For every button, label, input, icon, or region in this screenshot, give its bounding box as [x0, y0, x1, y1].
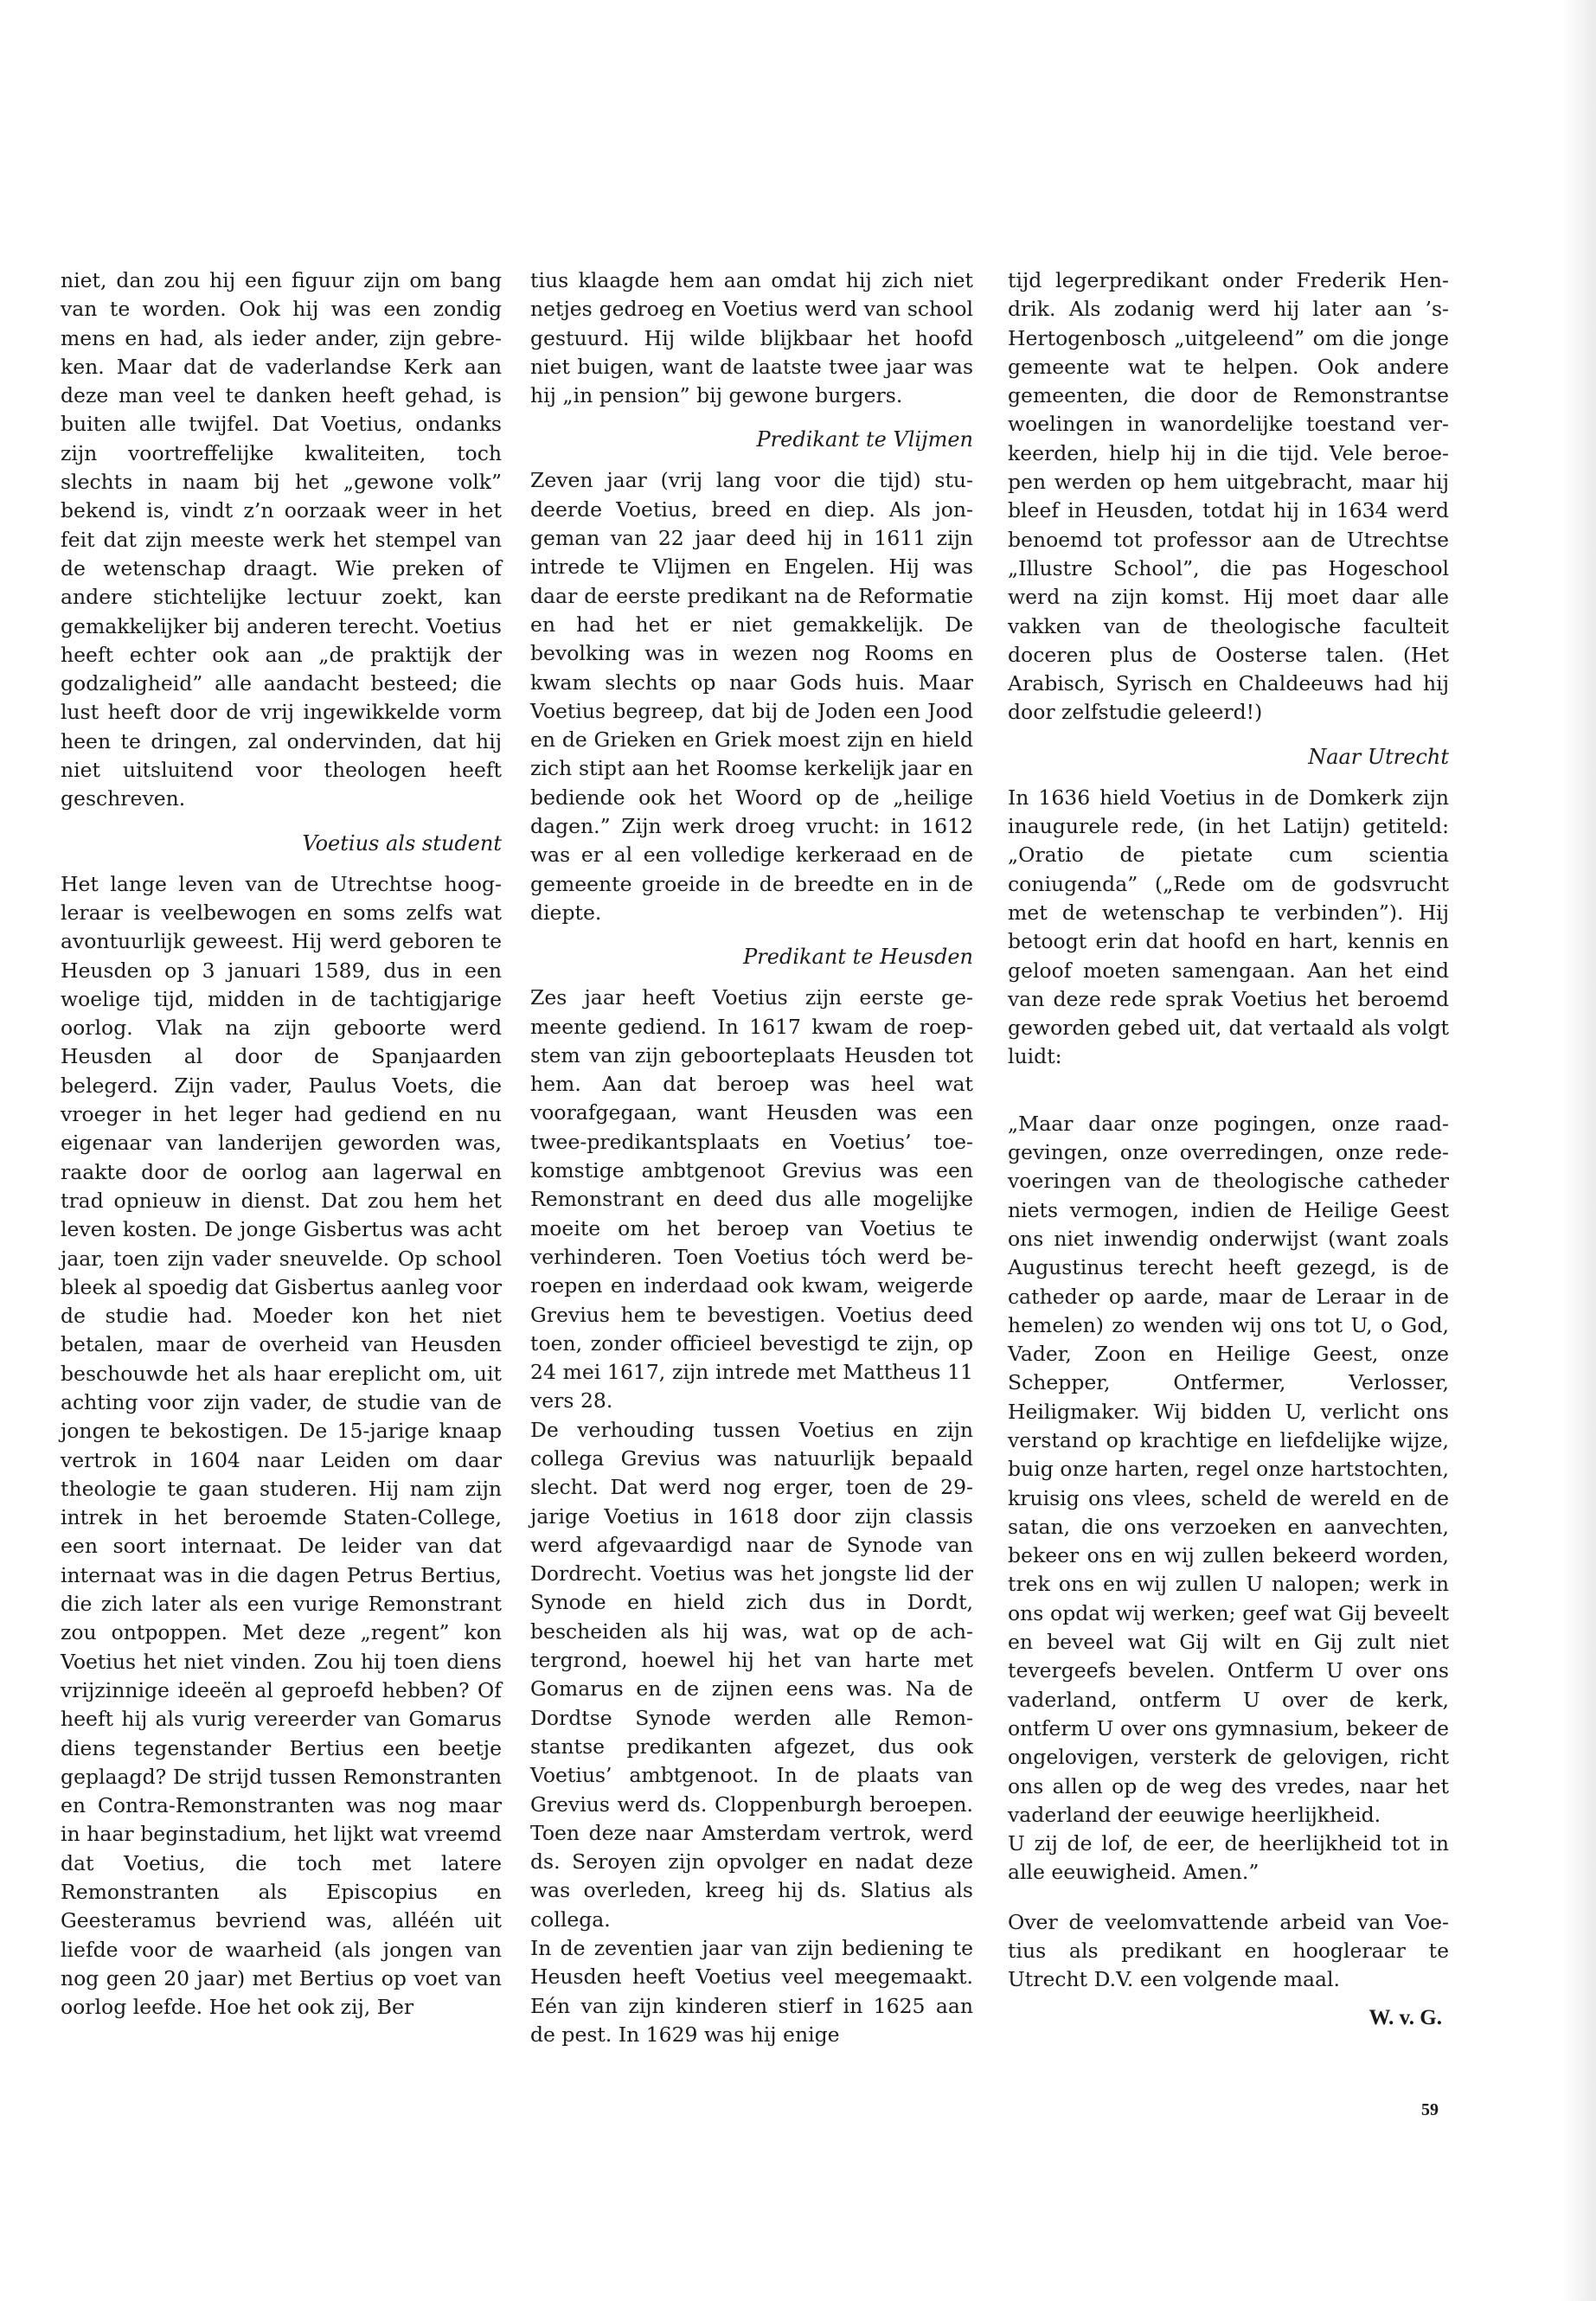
paragraph: tijd legerpredikant onder Frederik Hendrik. Als zodanig werd hij later aan ’s-Hertogenbosch „uitgeleend” om die jonge gemeente wat te helpen. Ook andere gemeenten, die door de Remonstrantse woelingen in wanordelijke toestand verkeerden, hielp hij in die tijd. Vele beroepen werden op hem uitgebracht, maar hij bleef in Heusden, totdat hij in 1634 werd benoemd tot professor aan de Utrechtse „Illustre School”, die pas Hogeschool werd na zijn komst. Hij moet daar alle vakken van de theologische faculteit doceren plus de Oosterse talen. (Het Arabisch, Syrisch en Chaldeeuws had hij door zelfstudie geleerd!) — [1008, 268, 1449, 725]
paragraph: Zeven jaar (vrij lang voor die tijd) studeerde Voetius, breed en diep. Als jongeman van 22 jaar deed hij in 1611 zijn intrede te Vlijmen en Engelen. Hij was daar de eerste predikant na de Reformatie en had het er niet gemakkelijk. De bevolking was in wezen nog Rooms en kwam slechts op naar Gods huis. Maar Voetius begreep, dat bij de Joden een Jood en de Grieken en Griek moest zijn en hield zich stipt aan het Roomse kerkelijk jaar en bediende ook het Woord op de „heilige dagen.” Zijn werk droeg vrucht: in 1612 was er al een volledige kerkeraad en de gemeente groeide in de breedte en in de diepte. — [530, 468, 973, 925]
paragraph: Zes jaar heeft Voetius zijn eerste gemeente gediend. In 1617 kwam de roepstem van zijn geboorteplaats Heusden tot hem. Aan dat beroep was heel wat voorafgegaan, want Heusden was een twee-predikantsplaats en Voetius’ toekomstige ambtgenoot Grevius was een Remonstrant en deed dus alle mogelijke moeite om het beroep van Voetius te verhinderen. Toen Voetius tóch werd beroepen en inderdaad ook kwam, weigerde Grevius hem te bevestigen. Voetius deed toen, zonder officieel bevestigd te zijn, op 24 mei 1617, zijn intrede met Mattheus 11 vers 28. — [530, 985, 973, 1413]
section-heading: Voetius als student — [302, 830, 502, 856]
paragraph: In de zeventien jaar van zijn bediening te Heusden heeft Voetius veel meegemaakt. Eén van zijn kinderen stierf in 1625 aan de pest. In 1629 was hij enige — [530, 1936, 973, 2047]
section-heading: Naar Utrecht — [1308, 744, 1449, 769]
paragraph: tius klaagde hem aan omdat hij zich niet netjes gedroeg en Voetius werd van school gestuurd. Hij wilde blijkbaar het hoofd niet buigen, want de laatste twee jaar was hij „in pension” bij gewone burgers. — [530, 268, 973, 408]
section-heading: Predikant te Vlijmen — [756, 427, 973, 452]
paragraph: De verhouding tussen Voetius en zijn collega Grevius was natuurlijk bepaald slecht. Dat werd nog erger, toen de 29-jarige Voetius in 1618 door zijn classis werd afgevaardigd naar de Synode van Dordrecht. Voetius was het jongste lid der Synode en hield zich dus in Dordt, bescheiden als hij was, wat op de achtergrond, hoewel hij het van harte met Gomarus en de zijnen eens was. Na de Dordtse Synode werden alle Remonstantse predikanten afgezet, dus ook Voetius’ ambtgenoot. In de plaats van Grevius werd ds. Cloppenburgh beroepen. Toen deze naar Amsterdam vertrok, werd ds. Seroyen zijn opvolger en nadat deze was overleden, kreeg hij ds. Slatius als collega. — [530, 1417, 973, 1932]
paragraph: niet, dan zou hij een figuur zijn om bang van te worden. Ook hij was een zondig mens en had, als ieder ander, zijn gebreken. Maar dat de vaderlandse Kerk aan deze man veel te danken heeft gehad, is buiten alle twijfel. Dat Voetius, ondanks zijn voortreffelijke kwaliteiten, toch slechts in naam bij het „gewone volk” bekend is, vindt z’n oorzaak weer in het feit dat zijn meeste werk het stempel van de wetenschap draagt. Wie preken of andere stichtelijke lectuur zoekt, kan gemakkelijker bij anderen terecht. Voetius heeft echter ook aan „de praktijk der godzaligheid” alle aandacht besteed; die lust heeft door de vrij ingewikkelde vorm heen te dringen, zal ondervinden, dat hij niet uitsluitend voor theologen heeft geschreven. — [61, 268, 502, 811]
column-1 — [61, 266, 502, 2022]
paragraph: Het lange leven van de Utrechtse hoogleraar is veelbewogen en soms zelfs wat avontuurlijk geweest. Hij werd geboren te Heusden op 3 januari 1589, dus in een woelige tijd, midden in de tachtigjarige oorlog. Vlak na zijn geboorte werd Heusden al door de Spanjaarden belegerd. Zijn vader, Paulus Voets, die vroeger in het leger had gediend en nu eigenaar van landerijen geworden was, raakte door de oorlog aan lagerwal en trad opnieuw in dienst. Dat zou hem het leven kosten. De jonge Gisbertus was acht jaar, toen zijn vader sneuvelde. Op school bleek al spoedig dat Gisbertus aanleg voor de studie had. Moeder kon het niet betalen, maar de overheid van Heusden beschouwde het als haar ereplicht om, uit achting voor zijn vader, de studie van de jongen te bekostigen. De 15-jarige knaap vertrok in 1604 naar Leiden om daar theologie te gaan studeren. Hij nam zijn intrek in het beroemde Staten-College, een soort internaat. De leider van dat internaat was in die dagen Petrus Bertius, die zich later als een vurige Remonstrant zou ontpoppen. Met deze „regent” kon Voetius het niet vinden. Zou hij toen diens vrijzinnige ideeën al geproefd hebben? Of heeft hij als vurig vereerder van Gomarus diens tegenstander Bertius een beetje geplaagd? De strijd tussen Remonstranten en Contra-Remonstranten was nog maar in haar beginstadium, het lijkt wat vreemd dat Voetius, die toch met latere Remonstranten als Episcopius en Geesteramus bevriend was, alléén uit liefde voor de waarheid (als jongen van nog geen 20 jaar) met Bertius op voet van oorlog leefde. Hoe het ook zij, Ber — [61, 871, 502, 2020]
paragraph: In 1636 hield Voetius in de Domkerk zijn inaugurele rede, (in het Latijn) getiteld: „Oratio de pietate cum scientia coniugenda” („Rede om de godsvrucht met de wetenschap te verbinden”). Hij betoogt erin dat hoofd en hart, kennis en geloof moeten samengaan. Aan het eind van deze rede sprak Voetius het beroemd geworden gebed uit, dat vertaald als volgt luidt: — [1008, 785, 1449, 1069]
prayer-quote: „Maar daar onze pogingen, onze raadgevingen, onze overredingen, onze redevoeringen van de theologische catheder niets vermogen, indien de Heilige Geest ons niet inwendig onderwijst (want zoals Augustinus terecht heeft gezegd, is de catheder op aarde, maar de Leraar in de hemelen) zo wenden wij ons tot U, o God, Vader, Zoon en Heilige Geest, onze Schepper, Ontfermer, Verlosser, Heiligmaker. Wij bidden U, verlicht ons verstand op krachtige en liefdelijke wijze, buig onze harten, regel onze hartstochten, kruisig ons vlees, scheld de wereld en de satan, die ons verzoeken en aanvechten, bekeer ons en wij zullen bekeerd worden, trek ons en wij zullen U nalopen; werk in ons opdat wij werken; geef wat Gij beveelt en beveel wat Gij wilt en Gij zult niet tevergeefs bevelen. Ontferm U over ons vaderland, ontferm U over de kerk, ontferm U over ons gymnasium, bekeer de ongelovigen, versterk de gelovigen, richt ons allen op de weg des vredes, naar het vaderland der eeuwige heerlijkheid. — [1008, 1111, 1449, 1827]
page-number: 59 — [1421, 2100, 1439, 2119]
column-3 — [1008, 266, 1449, 2032]
closing-paragraph: Over de veelomvattende arbeid van Voetius als predikant en hoogleraar te Utrecht D.V. een volgende maal. — [1008, 1909, 1449, 1992]
column-2 — [530, 266, 973, 2049]
author-signature: W. v. G. — [1368, 2005, 1442, 2029]
section-heading: Predikant te Heusden — [743, 945, 973, 970]
page-edge-shadow — [1561, 0, 1596, 2301]
prayer-quote-ending: U zij de lof, de eer, de heerlijkheid tot in alle eeuwigheid. Amen.” — [1008, 1831, 1449, 1885]
